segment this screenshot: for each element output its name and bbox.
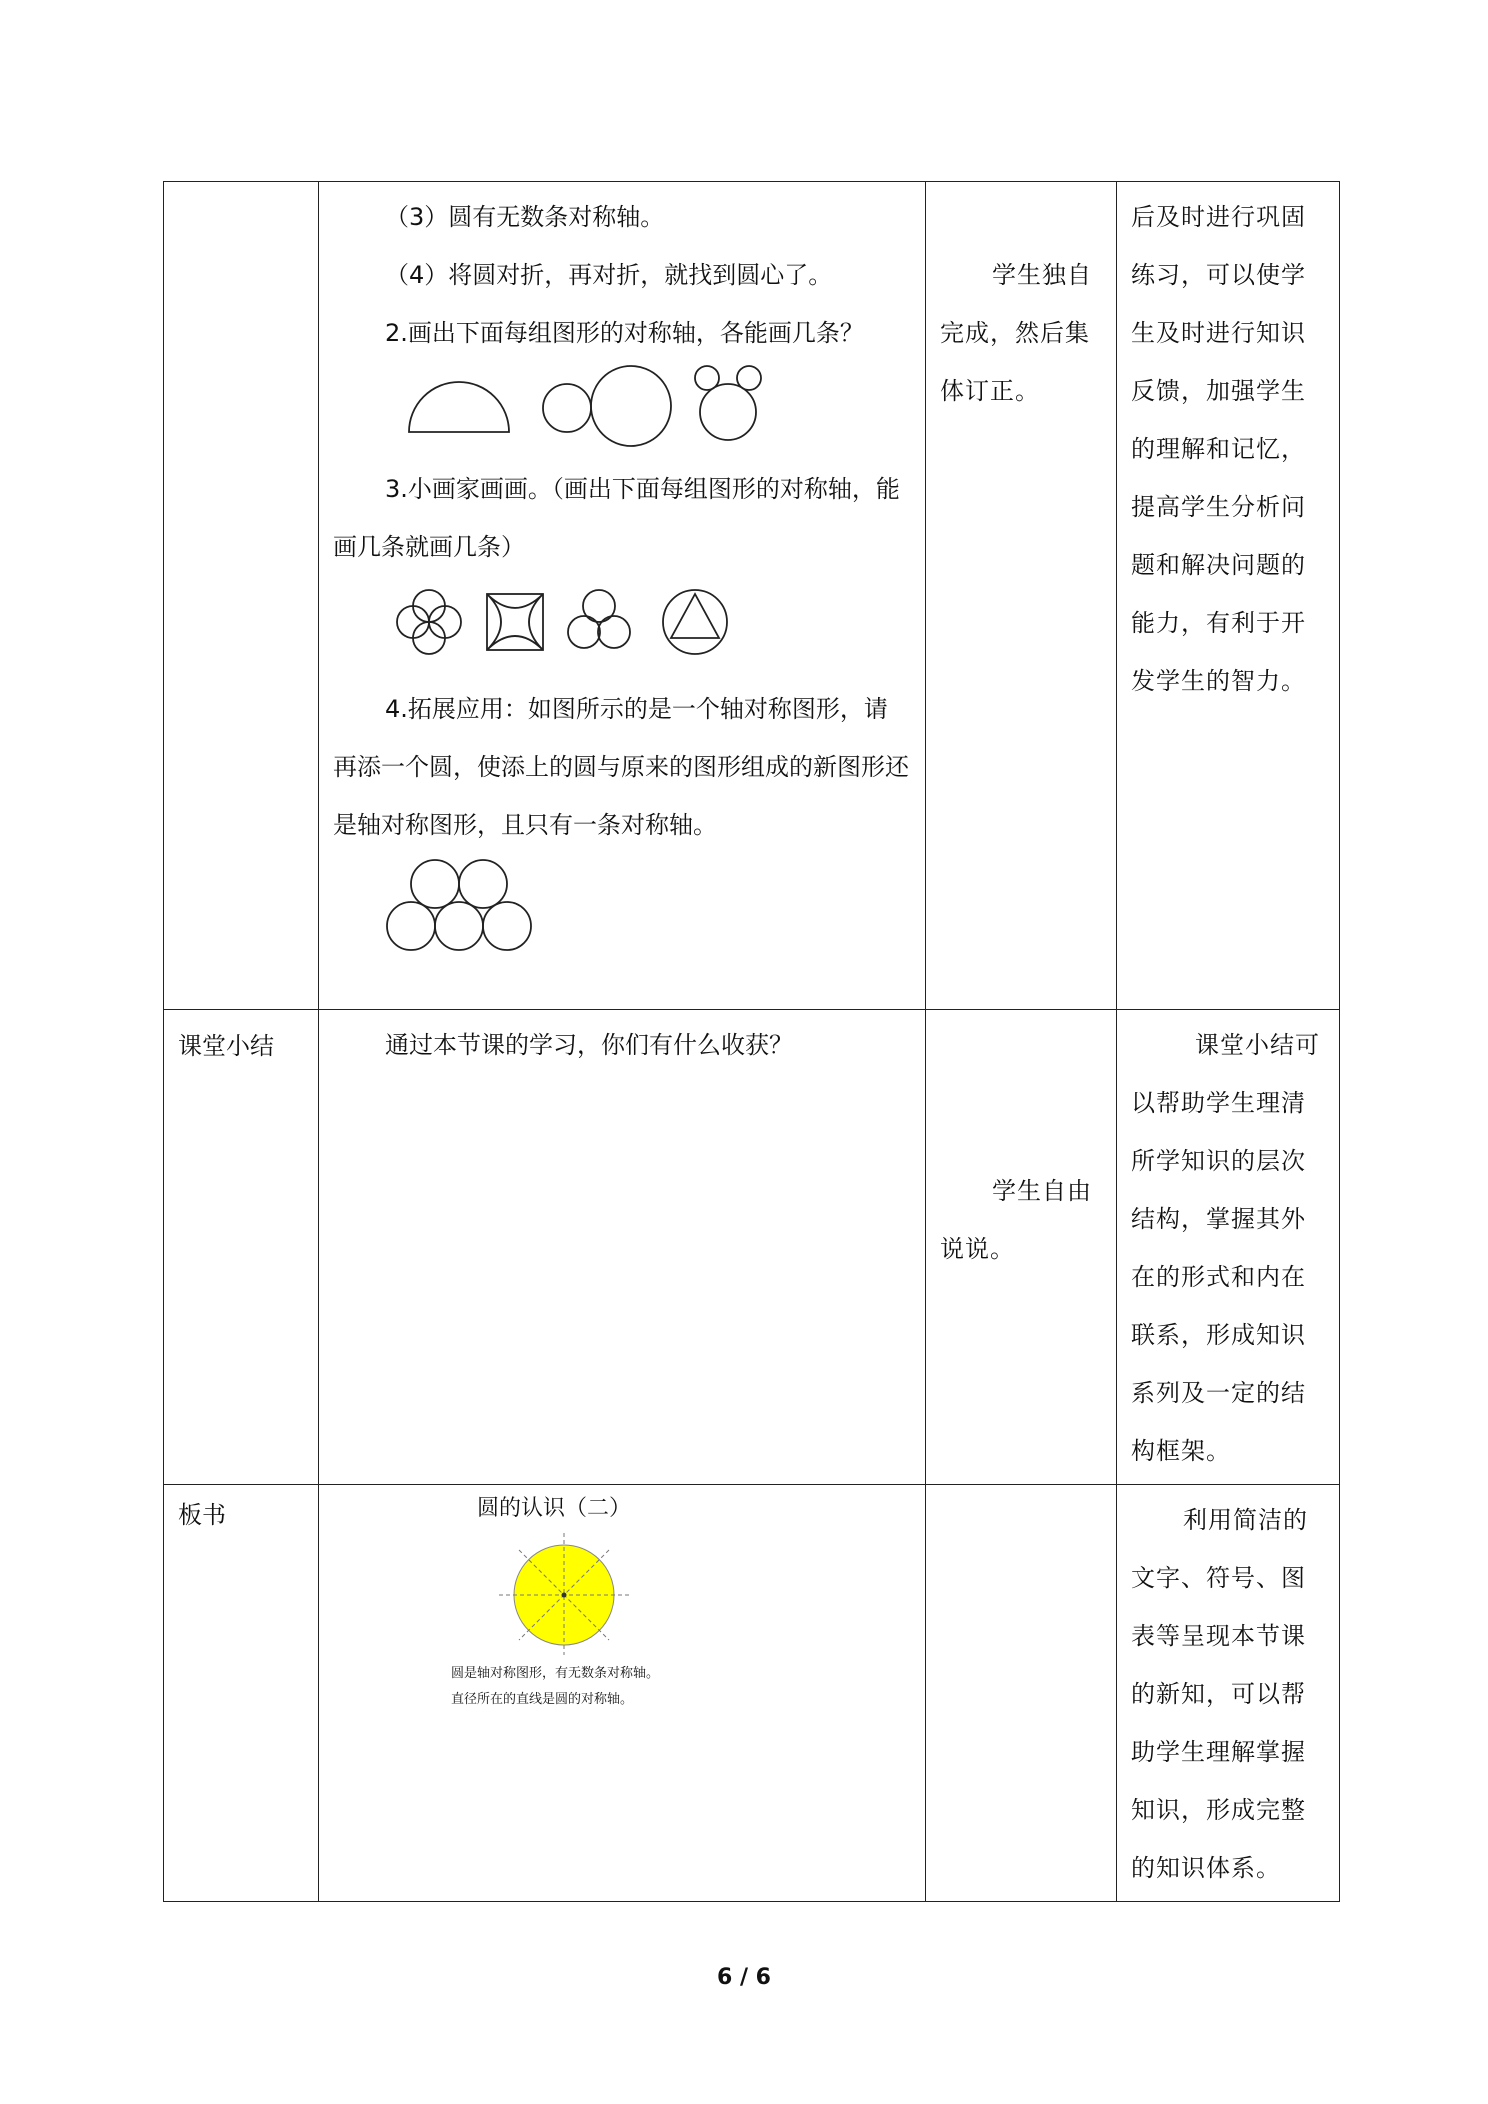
blackboard-cell: [319, 1485, 926, 1902]
trefoil-circle-shape: [568, 616, 600, 648]
page-number: 6 / 6: [717, 1965, 771, 1990]
bottom-circle-shape: [387, 902, 435, 950]
row-label-cell: [164, 182, 319, 1010]
exercise-4-text: 4.拓展应用：如图所示的是一个轴对称图形，请再添一个圆，使添上的圆与原来的图形组成的新图形还是轴对称图形，且只有一条对称轴。: [333, 695, 909, 839]
mouse-head-shape: [700, 384, 756, 440]
design-intent-text: 课堂小结可以帮助学生理清所学知识的层次结构，掌握其外在的形式和内在联系，形成知识系列及一定的结构框架。: [1131, 1031, 1320, 1465]
student-activity-cell: [926, 1485, 1117, 1902]
symmetric-circle-figure: [319, 1523, 919, 1655]
content-line: （4）将圆对折，再对折，就找到圆心了。: [385, 261, 833, 289]
student-activity-text: 学生独自完成，然后集体订正。: [940, 261, 1092, 405]
blackboard-note: 直径所在的直线是圆的对称轴。: [451, 1692, 634, 1707]
design-intent-cell: [1117, 1010, 1340, 1485]
exercise-3-figures: [333, 576, 903, 666]
design-intent-text: 后及时进行巩固练习，可以使学生及时进行知识反馈，加强学生的理解和记忆，提高学生分析问题和解决问题的能力，有利于开发学生的智力。: [1131, 203, 1306, 695]
row-label: 课堂小结: [178, 1032, 274, 1060]
student-activity-cell: [926, 182, 1117, 1010]
top-circle-shape: [411, 860, 459, 908]
row-label-cell: [164, 1010, 319, 1485]
exercise-3-text: 3.小画家画画。（画出下面每组图形的对称轴，能画几条就画几条）: [333, 475, 900, 561]
student-activity-text: 学生自由说说。: [940, 1177, 1092, 1263]
content-cell: [319, 1010, 926, 1485]
row-label: 板书: [178, 1501, 226, 1529]
small-circle-shape: [543, 384, 591, 432]
mouse-ear-shape: [737, 366, 761, 390]
design-intent-cell: [1117, 1485, 1340, 1902]
table-row: [164, 1485, 1340, 1902]
trefoil-circle-shape: [598, 616, 630, 648]
summary-question: 通过本节课的学习，你们有什么收获？: [385, 1031, 793, 1059]
student-activity-cell: [926, 1010, 1117, 1485]
triangle-shape: [671, 594, 719, 638]
blackboard-note: 圆是轴对称图形，有无数条对称轴。: [451, 1666, 660, 1681]
row-label-cell: [164, 1485, 319, 1902]
center-point-shape: [562, 1593, 567, 1598]
exercise-2-text: 2.画出下面每组图形的对称轴，各能画几条？: [385, 319, 864, 347]
blackboard-title: 圆的认识（二）: [477, 1496, 632, 1521]
large-circle-shape: [591, 366, 671, 446]
design-intent-cell: [1117, 182, 1340, 1010]
content-cell: [319, 182, 926, 1010]
content-line: （3）圆有无数条对称轴。: [385, 203, 665, 231]
lesson-plan-table: [163, 181, 1340, 1902]
exercise-4-figure: [333, 854, 903, 954]
design-intent-text: 利用简洁的文字、符号、图表等呈现本节课的新知，可以帮助学生理解掌握知识，形成完整的知识体系。: [1131, 1506, 1308, 1882]
semicircle-shape: [409, 382, 509, 432]
mouse-ear-shape: [695, 366, 719, 390]
table-row: [164, 182, 1340, 1010]
square-petals-shape: [487, 594, 543, 650]
bottom-circle-shape: [435, 902, 483, 950]
table-row: [164, 1010, 1340, 1485]
exercise-2-figures: [333, 362, 903, 452]
outer-circle-shape: [663, 590, 727, 654]
square-shape: [487, 594, 543, 650]
bottom-circle-shape: [483, 902, 531, 950]
top-circle-shape: [459, 860, 507, 908]
